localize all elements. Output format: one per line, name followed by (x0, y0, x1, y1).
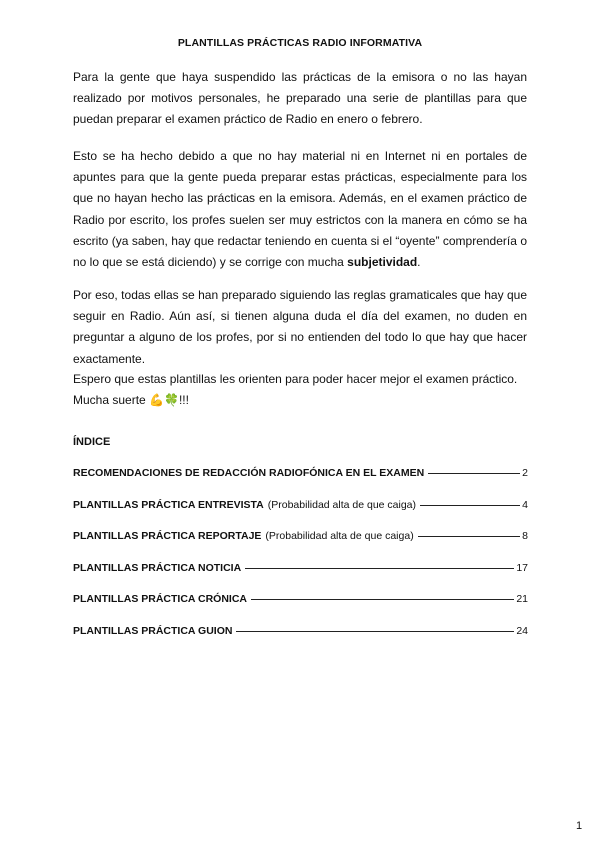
document-title: PLANTILLAS PRÁCTICAS RADIO INFORMATIVA (177, 37, 423, 49)
toc-entry[interactable] (73, 499, 528, 515)
intro-paragraph: Para la gente que haya suspendido las prácticas de la emisora o no las hayan realizado por motivos personales, he preparado una serie de plantillas para que puedan preparar el examen práctico de Radio en enero o febrero. (73, 70, 527, 127)
toc-entry-page: 8 (522, 530, 528, 542)
toc-entry-note: (Probabilidad alta de que caiga) (267, 499, 417, 511)
muscle-clover-icon: 💪🍀 (149, 393, 179, 407)
toc-leader-line (236, 631, 514, 632)
toc-entry-title: PLANTILLAS PRÁCTICA CRÓNICA (73, 593, 248, 605)
page-number: 1 (576, 820, 583, 832)
toc-leader-line (245, 568, 514, 569)
toc-entry[interactable] (73, 562, 528, 578)
toc-entry-title: PLANTILLAS PRÁCTICA NOTICIA (73, 562, 242, 574)
good-luck-exclaim: !!! (178, 393, 189, 407)
good-luck-text: Mucha suerte (73, 393, 150, 407)
toc-entry[interactable] (73, 467, 528, 483)
toc-leader-line (251, 599, 514, 600)
toc-entry[interactable] (73, 530, 528, 546)
toc-entry-title: PLANTILLAS PRÁCTICA ENTREVISTA (73, 499, 264, 511)
toc-entry-note: (Probabilidad alta de que caiga) (265, 530, 414, 542)
toc-entry[interactable] (73, 625, 528, 641)
toc-leader-line (428, 473, 520, 474)
toc-entry-page: 24 (516, 625, 528, 637)
reason-paragraph-text: Esto se ha hecho debido a que no hay material ni en Internet ni en portales de apuntes para que la gente pueda preparar estas prácticas, especialmente para los que no hayan hecho las prácticas en la emisora. Además, en el examen práctico de Radio por escrito, los profes suelen ser muy estrictos con la manera en cómo se ha escrito (ya saben, hay que redactar teniendo en cuenta si el “oyente” comprendería o no lo que se está diciendo) y se corrige con mucha (73, 149, 527, 270)
reason-paragraph (73, 146, 527, 273)
toc-entry-page: 2 (522, 467, 528, 479)
rules-paragraph: Por eso, todas ellas se han preparado siguiendo las reglas gramaticales que hay que seguir en Radio. Aún así, si tienen alguna duda el día del examen, no duden en preguntar a alguno de los profes, por si no entienden del todo lo que hay que hacer exactamente. (73, 288, 527, 366)
good-luck-line (73, 390, 527, 411)
toc-entry-page: 21 (516, 593, 528, 605)
toc-entry-title: PLANTILLAS PRÁCTICA REPORTAJE (73, 530, 262, 542)
reason-paragraph-end: . (417, 255, 421, 270)
toc-entry-page: 4 (522, 499, 528, 511)
index-heading: ÍNDICE (73, 436, 111, 448)
toc-entry[interactable] (73, 593, 528, 609)
hope-paragraph: Espero que estas plantillas les orienten para poder hacer mejor el examen práctico. (73, 372, 518, 386)
subjetividad-emphasis: subjetividad (347, 255, 418, 270)
toc-leader-line (420, 505, 520, 506)
toc-entry-page: 17 (516, 562, 528, 574)
toc-leader-line (418, 536, 520, 537)
toc-entry-title: PLANTILLAS PRÁCTICA GUION (73, 625, 233, 637)
toc-entry-title: RECOMENDACIONES DE REDACCIÓN RADIOFÓNICA EN EL EXAMEN (73, 467, 425, 479)
